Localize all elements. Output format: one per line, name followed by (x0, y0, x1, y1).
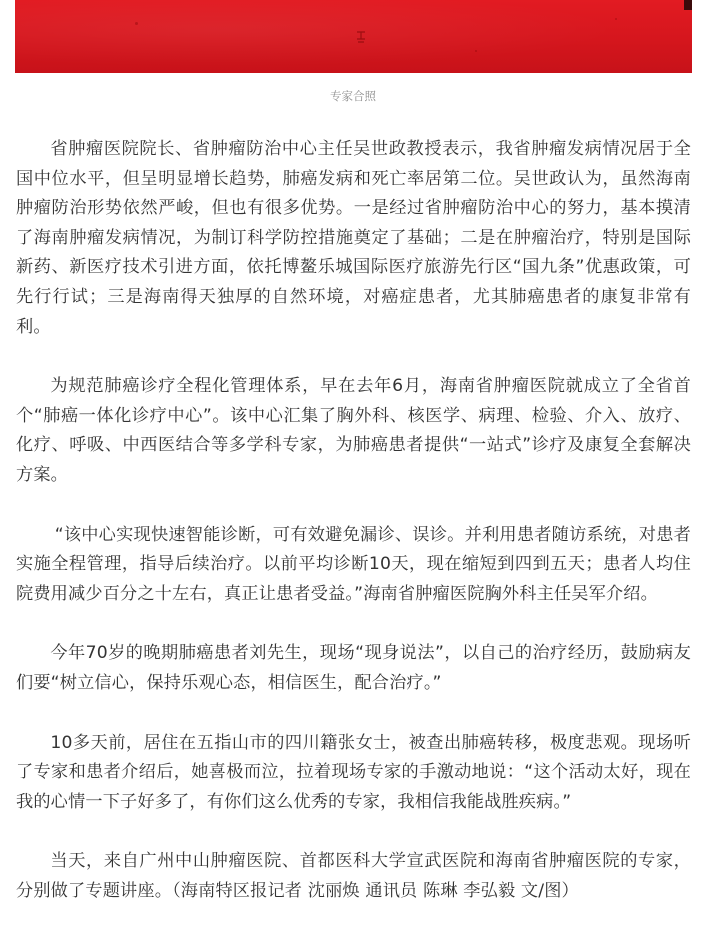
photo-corner-shadow (684, 0, 692, 10)
article-paragraph: “该中心实现快速智能诊断，可有效避免漏诊、误诊。并利用患者随访系统，对患者实施全程管理，指导后续治疗。以前平均诊断10天，现在缩短到四到五天；患者人均住院费用减少百分之十左右，真正让患者受益。”海南省肿瘤医院胸外科主任吴军介绍。 (16, 524, 691, 604)
photo-speck (135, 22, 138, 25)
photo-speck (615, 18, 617, 20)
article-body (16, 135, 691, 936)
photo-speck (475, 50, 477, 52)
article-paragraph: 当天，来自广州中山肿瘤医院、首都医科大学宣武医院和海南省肿瘤医院的专家，分别做了专题讲座。（海南特区报记者 沈丽焕 通讯员 陈琳 李弘毅 文/图） (16, 851, 691, 901)
article-paragraph: 为规范肺癌诊疗全程化管理体系，早在去年6月，海南省肿瘤医院就成立了全省首个“肺癌一体化诊疗中心”。该中心汇集了胸外科、核医学、病理、检验、介入、放疗、化疗、呼吸、中西医结合等多学科专家，为肺癌患者提供“一站式”诊疗及康复全套解决方案。 (16, 376, 691, 485)
article-paragraph: 10多天前，居住在五指山市的四川籍张女士，被查出肺癌转移，极度悲观。现场听了专家和患者介绍后，她喜极而泣，拉着现场专家的手激动地说：“这个活动太好，现在我的心情一下子好多了，有你们这么优秀的专家，我相信我能战胜疾病。” (16, 732, 691, 812)
article-paragraph: 省肿瘤医院院长、省肿瘤防治中心主任吴世政教授表示，我省肿瘤发病情况居于全国中位水平，但呈明显增长趋势，肺癌发病和死亡率居第二位。吴世政认为，虽然海南肿瘤防治形势依然严峻，但也有很多优势。一是经过省肿瘤防治中心的努力，基本摸清了海南肿瘤发病情况，为制订科学防控措施奠定了基础；二是在肿瘤治疗，特别是国际新药、新医疗技术引进方面，依托博鳌乐城国际医疗旅游先行区“国九条”优惠政策，可先行行试；三是海南得天独厚的自然环境，对癌症患者，尤其肺癌患者的康复非常有利。 (16, 139, 691, 337)
carpet-mark-icon (355, 30, 367, 44)
photo-caption: 专家合照 (330, 89, 376, 103)
article-paragraph: 今年70岁的晚期肺癌患者刘先生，现场“现身说法”，以自己的治疗经历，鼓励病友们要“树立信心，保持乐观心态，相信医生，配合治疗。” (16, 643, 691, 693)
group-photo (15, 0, 692, 73)
